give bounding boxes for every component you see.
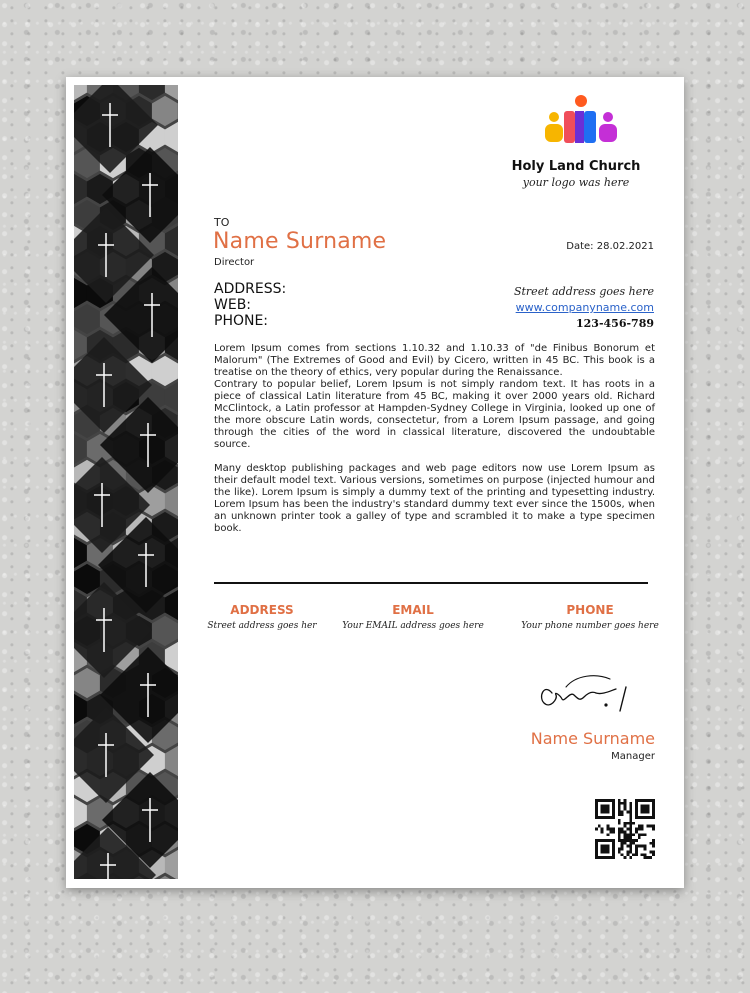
- address-label: ADDRESS:: [214, 281, 287, 297]
- church-logo-icon: [543, 95, 619, 157]
- footer-email-title: EMAIL: [392, 603, 434, 617]
- geometric-cross-pattern: [74, 85, 178, 879]
- footer-divider: [214, 582, 648, 584]
- recipient-name: Name Surname: [213, 229, 387, 254]
- logo-tagline: your logo was here: [522, 176, 630, 189]
- handwritten-signature: [536, 665, 636, 729]
- footer-phone: [515, 603, 665, 631]
- letter-body: [214, 343, 655, 535]
- church-name: Holy Land Church: [511, 159, 641, 174]
- body-paragraph-1: Lorem Ipsum comes from sections 1.10.32 and 1.10.33 of "de Finibus Bonorum et Malorum" (The Extremes of Good and Evil) by Cicero, written in 45 BC. This book is a treatise on the theory of ethics, very popular during the Renaissance.: [214, 343, 655, 378]
- footer-phone-value: Your phone number goes here: [521, 621, 659, 631]
- footer-email-value: Your EMAIL address goes here: [342, 621, 484, 631]
- qr-code-icon: [595, 799, 655, 863]
- footer-email: [338, 603, 488, 631]
- letter-date: Date: 28.02.2021: [566, 241, 654, 252]
- footer-address-value: Street address goes her: [207, 621, 317, 631]
- footer-address-title: ADDRESS: [230, 603, 294, 617]
- signer-name: Name Surname: [530, 729, 655, 748]
- body-paragraph-2: Contrary to popular belief, Lorem Ipsum is not simply random text. It has roots in a piece of classical Latin literature from 45 BC, making it over 2000 years old. Richard McClintock, a Latin professor at Hampden-Sydney College in Virginia, looked up one of the more obscure Latin words, consectetur, from a Lorem Ipsum passage, and going through the cities of the word in classical literature, discovered the undoubtable source.: [214, 379, 655, 450]
- phone-value: 123-456-789: [575, 317, 654, 330]
- letterhead-page: [66, 77, 684, 888]
- to-label: TO: [214, 216, 230, 229]
- web-label: WEB:: [214, 297, 252, 313]
- address-value: Street address goes here: [513, 285, 654, 298]
- body-paragraph-3: Many desktop publishing packages and web page editors now use Lorem Ipsum as their default model text. Various versions, sometimes on purpose (injected humour and the like). Lorem Ipsum is simply a dummy text of the printing and typesetting industry. Lorem Ipsum has been the industry's standard dummy text ever since the 1500s, when an unknown printer took a galley of type and scrambled it to make a type specimen book.: [214, 463, 655, 534]
- recipient-role: Director: [214, 257, 255, 268]
- contact-values: [446, 284, 654, 332]
- footer-phone-title: PHONE: [566, 603, 614, 617]
- phone-label: PHONE:: [214, 313, 269, 329]
- contact-labels: [214, 281, 286, 329]
- signer-role: Manager: [611, 751, 655, 762]
- decorative-pattern-band: [74, 85, 178, 879]
- website-link[interactable]: www.companyname.com: [515, 301, 654, 314]
- footer-address: [187, 603, 337, 631]
